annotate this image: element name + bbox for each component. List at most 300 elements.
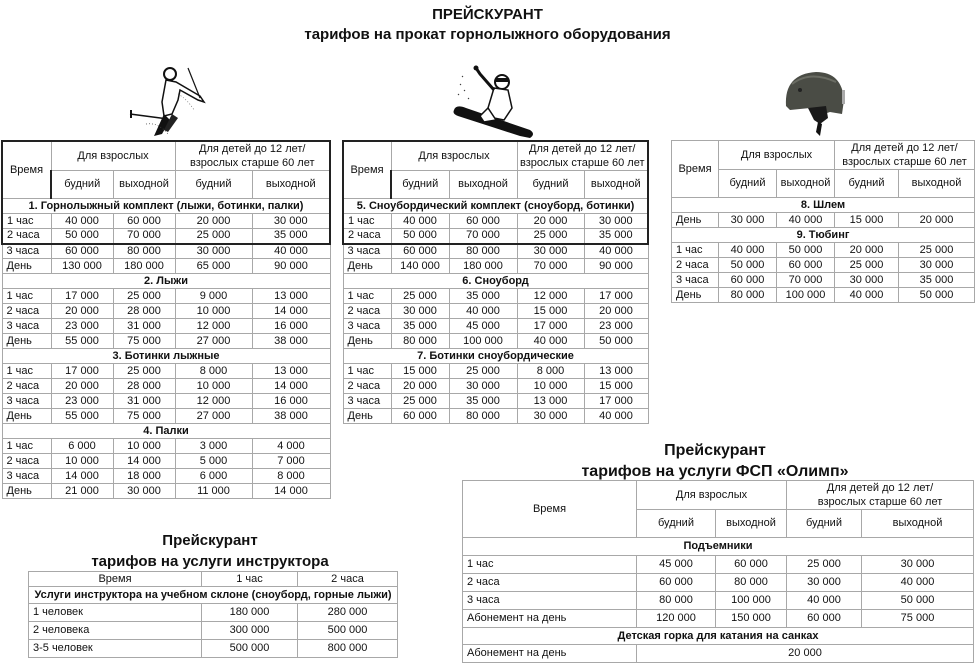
page-subtitle: тарифов на прокат горнолыжного оборудования — [304, 26, 671, 43]
price-cell: 15 000 — [835, 213, 899, 228]
adults-header: Для взрослых — [719, 141, 835, 170]
weekend-header: выходной — [716, 510, 787, 538]
section-header-row — [672, 198, 975, 213]
price-cell: 21 000 — [51, 484, 113, 499]
weekend-header: выходной — [862, 510, 974, 538]
time-header: Время — [672, 141, 719, 198]
price-cell: 30 000 — [835, 273, 899, 288]
price-cell: 90 000 — [252, 259, 330, 274]
price-cell: 75 000 — [113, 334, 175, 349]
price-cell: 55 000 — [51, 334, 113, 349]
table-row — [2, 244, 330, 259]
table-row — [672, 213, 975, 228]
group-cell: 3-5 человек — [29, 640, 202, 658]
price-cell: 23 000 — [51, 394, 113, 409]
price-cell: 50 000 — [51, 229, 113, 244]
time-cell: 1 час — [672, 243, 719, 258]
price-cell: 800 000 — [298, 640, 398, 658]
price-cell: 35 000 — [899, 273, 975, 288]
price-cell: 3 000 — [175, 439, 252, 454]
price-cell: 11 000 — [175, 484, 252, 499]
price-cell: 40 000 — [252, 244, 330, 259]
price-cell: 10 000 — [175, 379, 252, 394]
price-cell: 45 000 — [449, 319, 517, 334]
time-cell: 3 часа — [2, 244, 51, 259]
price-cell: 20 000 — [584, 304, 648, 319]
weekend-header: выходной — [777, 170, 835, 198]
table-row — [463, 592, 974, 610]
section-title: 1. Горнолыжный комплект (лыжи, ботинки, палки) — [2, 199, 330, 214]
price-cell: 30 000 — [517, 409, 584, 424]
price-cell: 80 000 — [719, 288, 777, 303]
price-cell: 14 000 — [252, 304, 330, 319]
section-title: 7. Ботинки сноубордические — [343, 349, 648, 364]
price-cell: 30 000 — [391, 304, 449, 319]
section-title: 9. Тюбинг — [672, 228, 975, 243]
time-cell: 2 часа — [2, 229, 51, 244]
time-cell: День — [2, 409, 51, 424]
price-cell: 80 000 — [449, 244, 517, 259]
instructor-title — [0, 530, 420, 572]
olimp-title — [455, 440, 975, 482]
price-cell: 27 000 — [175, 334, 252, 349]
price-cell: 80 000 — [637, 592, 716, 610]
table-row — [2, 319, 330, 334]
table-row — [672, 273, 975, 288]
time-cell: 3 часа — [343, 244, 391, 259]
kids-header — [835, 141, 975, 170]
instructor-table — [28, 571, 398, 658]
helmet-tubing-table — [671, 140, 975, 303]
table-row — [672, 258, 975, 273]
instructor-title-line2: тарифов на услуги инструктора — [91, 553, 329, 570]
price-cell: 14 000 — [252, 379, 330, 394]
table-row — [343, 409, 648, 424]
price-cell: 40 000 — [391, 214, 449, 229]
sled-section-title: Детская горка для катания на санках — [463, 628, 974, 645]
price-cell: 8 000 — [517, 364, 584, 379]
price-cell: 31 000 — [113, 394, 175, 409]
price-cell: 70 000 — [449, 229, 517, 244]
price-cell: 40 000 — [584, 409, 648, 424]
price-cell: 20 000 — [517, 214, 584, 229]
price-cell: 280 000 — [298, 604, 398, 622]
price-cell: 55 000 — [51, 409, 113, 424]
price-cell: 90 000 — [584, 259, 648, 274]
price-cell: 28 000 — [113, 304, 175, 319]
weekend-header: выходной — [252, 171, 330, 199]
kids-header-line2: взрослых старше 60 лет — [817, 496, 943, 508]
price-cell: 10 000 — [51, 454, 113, 469]
time-header: Время — [463, 481, 637, 538]
price-cell: 30 000 — [449, 379, 517, 394]
price-cell: 60 000 — [51, 244, 113, 259]
table-row — [2, 484, 330, 499]
kids-header-line2: взрослых старше 60 лет — [189, 157, 315, 169]
price-cell: 60 000 — [391, 409, 449, 424]
time-cell: 2 часа — [343, 304, 391, 319]
table-row — [2, 289, 330, 304]
time-cell: 1 час — [343, 214, 391, 229]
price-cell: 100 000 — [449, 334, 517, 349]
time-header: Время — [2, 141, 51, 199]
price-cell: 25 000 — [899, 243, 975, 258]
section-header-row — [672, 228, 975, 243]
price-cell: 25 000 — [391, 394, 449, 409]
price-cell: 13 000 — [252, 289, 330, 304]
price-cell: 6 000 — [51, 439, 113, 454]
kids-header-line2: взрослых старше 60 лет — [842, 156, 967, 168]
group-cell: 2 человека — [29, 622, 202, 640]
price-cell: 10 000 — [175, 304, 252, 319]
price-cell: 80 000 — [391, 334, 449, 349]
table-row — [29, 604, 398, 622]
price-cell: 45 000 — [637, 556, 716, 574]
price-cell: 38 000 — [252, 409, 330, 424]
section-title: 6. Сноуборд — [343, 274, 648, 289]
table-row — [343, 304, 648, 319]
price-cell: 38 000 — [252, 334, 330, 349]
table-row — [2, 364, 330, 379]
table-row — [672, 288, 975, 303]
price-cell: 100 000 — [716, 592, 787, 610]
price-cell: 50 000 — [899, 288, 975, 303]
price-cell: 180 000 — [202, 604, 298, 622]
time-cell: День — [2, 259, 51, 274]
time-cell: День — [343, 409, 391, 424]
price-cell: 60 000 — [777, 258, 835, 273]
time-cell: 1 час — [2, 289, 51, 304]
price-cell: 130 000 — [51, 259, 113, 274]
weekend-header: выходной — [899, 170, 975, 198]
price-cell: 60 000 — [391, 244, 449, 259]
price-cell: 50 000 — [719, 258, 777, 273]
price-cell: 20 000 — [175, 214, 252, 229]
price-cell: 17 000 — [51, 289, 113, 304]
time-cell: 3 часа — [343, 319, 391, 334]
instructor-2h-header: 2 часа — [298, 572, 398, 587]
table-row — [463, 574, 974, 592]
table-row — [2, 259, 330, 274]
table-row — [2, 394, 330, 409]
time-cell: 2 часа — [2, 454, 51, 469]
price-cell: 5 000 — [175, 454, 252, 469]
price-cell: 70 000 — [113, 229, 175, 244]
price-cell: 18 000 — [113, 469, 175, 484]
group-cell: 1 человек — [29, 604, 202, 622]
table-row — [29, 622, 398, 640]
price-cell: 20 000 — [391, 379, 449, 394]
price-cell: 25 000 — [787, 556, 862, 574]
skier-icon — [128, 64, 218, 139]
table-row — [2, 304, 330, 319]
price-cell: 35 000 — [584, 229, 648, 244]
table-row — [2, 469, 330, 484]
adults-header: Для взрослых — [637, 481, 787, 510]
weekday-header: будний — [637, 510, 716, 538]
table-row — [2, 439, 330, 454]
time-cell: 1 час — [2, 439, 51, 454]
price-cell: 40 000 — [777, 213, 835, 228]
price-cell: 15 000 — [584, 379, 648, 394]
table-row — [29, 640, 398, 658]
time-header: Время — [343, 141, 391, 199]
price-cell: 13 000 — [584, 364, 648, 379]
weekday-header: будний — [719, 170, 777, 198]
sled-price: 20 000 — [637, 645, 974, 663]
table-row — [343, 244, 648, 259]
time-cell: День — [672, 213, 719, 228]
price-cell: 70 000 — [517, 259, 584, 274]
price-cell: 30 000 — [719, 213, 777, 228]
price-cell: 25 000 — [449, 364, 517, 379]
section-header-row — [343, 199, 648, 214]
table-row — [2, 379, 330, 394]
price-cell: 40 000 — [584, 244, 648, 259]
price-cell: 12 000 — [175, 394, 252, 409]
price-cell: 80 000 — [449, 409, 517, 424]
price-cell: 30 000 — [252, 214, 330, 229]
price-cell: 15 000 — [517, 304, 584, 319]
time-cell: 3 часа — [2, 394, 51, 409]
table-row — [672, 243, 975, 258]
price-cell: 60 000 — [113, 214, 175, 229]
price-cell: 16 000 — [252, 319, 330, 334]
price-cell: 13 000 — [517, 394, 584, 409]
price-cell: 30 000 — [584, 214, 648, 229]
price-cell: 60 000 — [787, 610, 862, 628]
time-cell: День — [672, 288, 719, 303]
table-row — [2, 454, 330, 469]
price-cell: 4 000 — [252, 439, 330, 454]
price-cell: 8 000 — [175, 364, 252, 379]
price-cell: 60 000 — [449, 214, 517, 229]
price-cell: 40 000 — [517, 334, 584, 349]
time-cell: 2 часа — [463, 574, 637, 592]
price-cell: 25 000 — [517, 229, 584, 244]
price-cell: 300 000 — [202, 622, 298, 640]
price-cell: 35 000 — [449, 394, 517, 409]
kids-header-line1: Для детей до 12 лет/ — [529, 143, 636, 155]
kids-header-line1: Для детей до 12 лет/ — [851, 142, 958, 154]
price-cell: 20 000 — [899, 213, 975, 228]
price-cell: 65 000 — [175, 259, 252, 274]
price-cell: 40 000 — [51, 214, 113, 229]
price-cell: 23 000 — [51, 319, 113, 334]
lifts-section-title: Подъемники — [463, 538, 974, 556]
price-cell: 14 000 — [252, 484, 330, 499]
price-cell: 31 000 — [113, 319, 175, 334]
price-cell: 35 000 — [252, 229, 330, 244]
price-cell: 35 000 — [391, 319, 449, 334]
price-cell: 120 000 — [637, 610, 716, 628]
price-cell: 50 000 — [862, 592, 974, 610]
snowboard-rental-table — [342, 140, 649, 424]
price-cell: 7 000 — [252, 454, 330, 469]
price-cell: 30 000 — [862, 556, 974, 574]
price-cell: 80 000 — [716, 574, 787, 592]
section-header-row — [2, 199, 330, 214]
kids-header — [517, 141, 648, 171]
price-cell: 16 000 — [252, 394, 330, 409]
weekday-header: будний — [517, 171, 584, 199]
weekday-header: будний — [787, 510, 862, 538]
price-cell: 40 000 — [449, 304, 517, 319]
table-row — [343, 364, 648, 379]
price-cell: 12 000 — [517, 289, 584, 304]
time-cell: 3 часа — [672, 273, 719, 288]
section-title: 3. Ботинки лыжные — [2, 349, 330, 364]
price-cell: 14 000 — [51, 469, 113, 484]
price-cell: 8 000 — [252, 469, 330, 484]
table-row — [343, 259, 648, 274]
price-cell: 25 000 — [391, 289, 449, 304]
section-header-row — [2, 424, 330, 439]
price-cell: 180 000 — [449, 259, 517, 274]
instructor-1h-header: 1 час — [202, 572, 298, 587]
time-cell: Абонемент на день — [463, 610, 637, 628]
section-title: 4. Палки — [2, 424, 330, 439]
price-cell: 17 000 — [584, 394, 648, 409]
price-cell: 30 000 — [175, 244, 252, 259]
price-cell: 60 000 — [719, 273, 777, 288]
price-cell: 27 000 — [175, 409, 252, 424]
time-cell: 1 час — [343, 364, 391, 379]
time-cell: 3 часа — [2, 469, 51, 484]
section-title: 5. Сноубордический комплект (сноуборд, ботинки) — [343, 199, 648, 214]
price-cell: 12 000 — [175, 319, 252, 334]
kids-header-line1: Для детей до 12 лет/ — [199, 143, 306, 155]
price-cell: 20 000 — [51, 304, 113, 319]
table-row — [2, 214, 330, 229]
olimp-table — [462, 480, 974, 663]
price-cell: 150 000 — [716, 610, 787, 628]
price-cell: 35 000 — [449, 289, 517, 304]
price-cell: 23 000 — [584, 319, 648, 334]
table-row — [463, 556, 974, 574]
price-cell: 40 000 — [787, 592, 862, 610]
olimp-title-line2: тарифов на услуги ФСП «Олимп» — [581, 463, 849, 480]
table-row — [343, 214, 648, 229]
page-title: ПРЕЙСКУРАНТ — [432, 6, 543, 23]
table-row — [343, 319, 648, 334]
time-cell: 2 часа — [343, 379, 391, 394]
table-row — [343, 289, 648, 304]
time-cell: 2 часа — [672, 258, 719, 273]
time-cell: 2 часа — [343, 229, 391, 244]
time-cell: День — [2, 484, 51, 499]
adults-header: Для взрослых — [51, 141, 175, 171]
price-cell: 30 000 — [899, 258, 975, 273]
price-cell: 10 000 — [113, 439, 175, 454]
price-cell: 70 000 — [777, 273, 835, 288]
time-cell: День — [343, 259, 391, 274]
price-cell: 40 000 — [862, 574, 974, 592]
price-cell: 40 000 — [719, 243, 777, 258]
time-cell: 2 часа — [2, 304, 51, 319]
instructor-title-line1: Прейскурант — [162, 532, 258, 549]
table-row — [463, 610, 974, 628]
price-cell: 50 000 — [584, 334, 648, 349]
price-cell: 17 000 — [517, 319, 584, 334]
section-header-row — [2, 274, 330, 289]
table-row — [343, 394, 648, 409]
time-cell: 2 часа — [2, 379, 51, 394]
price-cell: 500 000 — [202, 640, 298, 658]
price-cell: 60 000 — [637, 574, 716, 592]
price-cell: 15 000 — [391, 364, 449, 379]
section-header-row — [343, 274, 648, 289]
table-row — [343, 379, 648, 394]
price-cell: 40 000 — [835, 288, 899, 303]
price-cell: 25 000 — [113, 289, 175, 304]
price-cell: 6 000 — [175, 469, 252, 484]
table-row — [2, 334, 330, 349]
instructor-section-title: Услуги инструктора на учебном склоне (сноуборд, горные лыжи) — [29, 587, 398, 604]
kids-header — [175, 141, 330, 171]
time-cell: 3 часа — [343, 394, 391, 409]
table-row — [463, 645, 974, 663]
helmet-icon — [780, 66, 850, 138]
weekday-header: будний — [391, 171, 449, 199]
price-cell: 140 000 — [391, 259, 449, 274]
kids-header-line1: Для детей до 12 лет/ — [826, 482, 934, 494]
time-cell: 1 час — [2, 364, 51, 379]
price-cell: 180 000 — [113, 259, 175, 274]
section-header-row — [2, 349, 330, 364]
price-cell: 50 000 — [391, 229, 449, 244]
price-cell: 17 000 — [51, 364, 113, 379]
price-cell: 20 000 — [51, 379, 113, 394]
price-cell: 75 000 — [113, 409, 175, 424]
price-cell: 10 000 — [517, 379, 584, 394]
price-cell: 17 000 — [584, 289, 648, 304]
weekend-header: выходной — [584, 171, 648, 199]
price-cell: 50 000 — [777, 243, 835, 258]
instructor-time-header: Время — [29, 572, 202, 587]
price-cell: 13 000 — [252, 364, 330, 379]
kids-header — [787, 481, 974, 510]
price-cell: 80 000 — [113, 244, 175, 259]
adults-header: Для взрослых — [391, 141, 517, 171]
sled-label: Абонемент на день — [463, 645, 637, 663]
section-title: 2. Лыжи — [2, 274, 330, 289]
table-row — [343, 229, 648, 244]
price-cell: 30 000 — [517, 244, 584, 259]
section-header-row — [343, 349, 648, 364]
weekend-header: выходной — [449, 171, 517, 199]
price-cell: 30 000 — [113, 484, 175, 499]
snowboarder-icon — [450, 64, 540, 139]
price-cell: 25 000 — [113, 364, 175, 379]
time-cell: День — [2, 334, 51, 349]
weekend-header: выходной — [113, 171, 175, 199]
price-cell: 14 000 — [113, 454, 175, 469]
weekday-header: будний — [835, 170, 899, 198]
time-cell: 1 час — [343, 289, 391, 304]
time-cell: День — [343, 334, 391, 349]
price-cell: 20 000 — [835, 243, 899, 258]
price-cell: 100 000 — [777, 288, 835, 303]
time-cell: 1 час — [463, 556, 637, 574]
kids-header-line2: взрослых старше 60 лет — [519, 157, 645, 169]
time-cell: 3 часа — [2, 319, 51, 334]
olimp-title-line1: Прейскурант — [664, 442, 766, 459]
price-cell: 60 000 — [716, 556, 787, 574]
table-row — [2, 409, 330, 424]
time-cell: 3 часа — [463, 592, 637, 610]
time-cell: 1 час — [2, 214, 51, 229]
